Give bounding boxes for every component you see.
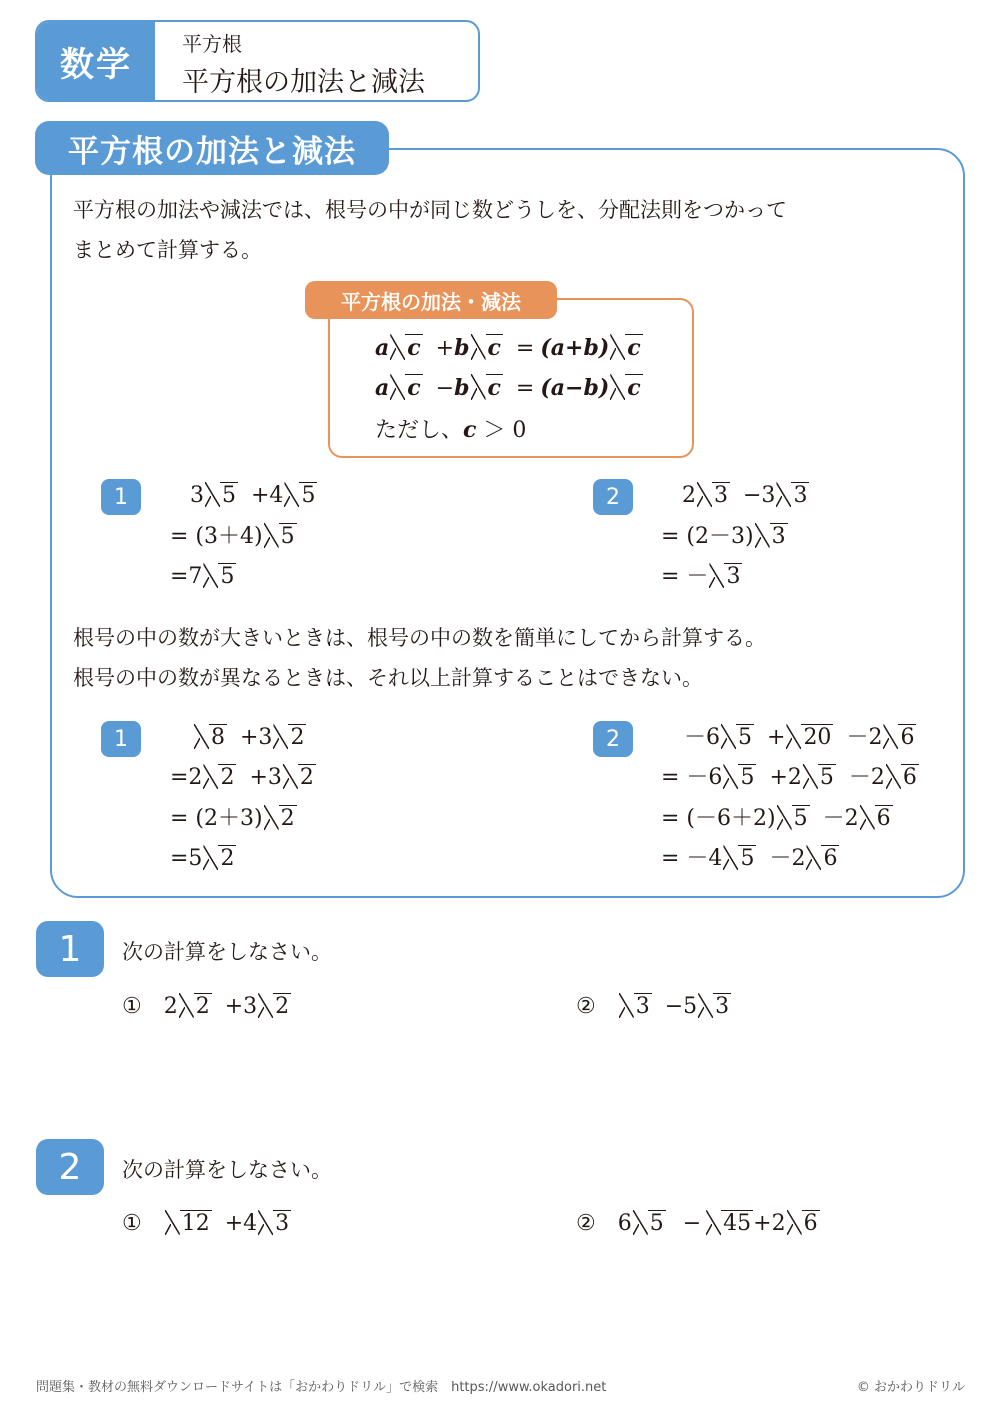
intro-line-2: まとめて計算する。 — [73, 238, 262, 262]
var-c: c — [487, 375, 501, 401]
var-b: b — [454, 375, 470, 401]
sqrt-symbol — [165, 1210, 212, 1235]
sqrt-symbol — [203, 845, 236, 870]
plus-sign: + — [435, 336, 455, 361]
sqrt-symbol — [776, 482, 809, 507]
radicand: 20 — [803, 725, 832, 750]
term: +3 — [240, 725, 273, 750]
formula-addition — [375, 328, 643, 368]
var-c: c — [627, 335, 641, 361]
problem-number-1: 1 — [36, 921, 104, 977]
radicand: 3 — [715, 994, 730, 1019]
problem-1-question: 次の計算をしなさい。 — [122, 940, 332, 964]
subject-label: 数学 — [37, 22, 155, 100]
sqrt-symbol — [610, 374, 642, 400]
sqrt-symbol — [886, 764, 919, 789]
sqrt-symbol — [390, 334, 422, 360]
example-1-line-3 — [170, 557, 236, 597]
footer-site-info: 問題集・教材の無料ダウンロードサイトは「おかわりドリル」で検索 https://www.okadori.net — [36, 1380, 607, 1395]
term: =7 — [170, 564, 203, 589]
sqrt-symbol — [390, 374, 422, 400]
radicand: 2 — [299, 765, 314, 790]
term: =5 — [170, 846, 203, 871]
coef: 3 — [190, 483, 204, 508]
example-badge-2: 2 — [593, 479, 633, 515]
sqrt-symbol — [786, 724, 833, 749]
example-1-line-2 — [170, 517, 297, 557]
term: −5 — [664, 994, 698, 1019]
sqrt-symbol — [258, 1210, 291, 1235]
problem-1-item-2 — [576, 987, 731, 1027]
term: －2 — [846, 725, 883, 750]
term: +3 — [249, 765, 282, 790]
sqrt-symbol — [723, 845, 756, 870]
radicand: 5 — [301, 483, 316, 508]
radicand: 3 — [793, 483, 808, 508]
sqrt-symbol — [721, 724, 754, 749]
term: －6 — [684, 725, 720, 750]
radicand: 2 — [195, 994, 210, 1019]
var-a: a — [375, 335, 390, 361]
sqrt-symbol — [698, 993, 731, 1018]
radicand: 6 — [876, 806, 891, 831]
example-2-line-3 — [661, 557, 742, 597]
radicand: 6 — [902, 765, 917, 790]
intro-line-1: 平方根の加法や減法では、根号の中が同じ数どうしを、分配法則をつかって — [73, 198, 787, 222]
example-2-line-2 — [661, 517, 788, 557]
sqrt-symbol — [273, 724, 306, 749]
var-c: c — [487, 335, 501, 361]
formula-condition — [375, 410, 526, 450]
sqrt-symbol — [706, 1210, 753, 1235]
var-c: c — [407, 335, 421, 361]
radicand: 8 — [211, 725, 225, 750]
item-mark: ② — [576, 994, 596, 1019]
condition-relation: ＞ 0 — [483, 418, 527, 443]
term: +2 — [769, 765, 802, 790]
radicand: 6 — [900, 725, 915, 750]
sqrt-symbol — [194, 724, 227, 749]
diff-group: (a−b) — [540, 375, 610, 401]
example-4-line-4 — [661, 839, 839, 879]
radicand: 3 — [771, 524, 786, 549]
var-c: c — [463, 417, 477, 443]
equals-sign: = — [515, 336, 535, 361]
radicand: 3 — [635, 994, 650, 1019]
term: －2 — [769, 846, 806, 871]
sqrt-symbol — [258, 993, 291, 1018]
radicand: 5 — [649, 1211, 664, 1236]
var-b: b — [454, 335, 470, 361]
example-badge-3: 1 — [101, 721, 141, 757]
radicand: 5 — [222, 483, 236, 508]
sqrt-symbol — [203, 563, 236, 588]
rule-line-1: 根号の中の数が大きいときは、根号の中の数を簡単にしてから計算する。 — [73, 626, 766, 650]
example-1-line-1 — [190, 476, 317, 516]
radicand: 5 — [740, 846, 755, 871]
coef: 2 — [682, 483, 696, 508]
equals-sign: = — [515, 376, 535, 401]
sqrt-symbol — [610, 334, 642, 360]
sqrt-symbol — [264, 805, 297, 830]
radicand: 2 — [280, 806, 295, 831]
sqrt-symbol — [619, 993, 652, 1018]
radicand: 6 — [803, 1211, 818, 1236]
radicand: 2 — [275, 994, 290, 1019]
radicand: 2 — [220, 765, 235, 790]
problem-1-item-1 — [122, 987, 291, 1027]
sqrt-symbol — [860, 805, 893, 830]
item-mark: ② — [576, 1211, 596, 1236]
page-title: 平方根の加法と減法 — [182, 67, 425, 98]
problem-number-2: 2 — [36, 1139, 104, 1195]
sum-group: (a+b) — [540, 335, 610, 361]
var-c: c — [627, 375, 641, 401]
term: +2 — [753, 1211, 786, 1236]
sqrt-symbol — [205, 482, 238, 507]
example-4-line-2 — [661, 758, 919, 798]
radicand: 5 — [793, 806, 808, 831]
radicand: 12 — [181, 1211, 210, 1236]
sqrt-symbol — [806, 845, 839, 870]
radicand: 45 — [723, 1211, 752, 1236]
sqrt-symbol — [179, 993, 212, 1018]
term: = －6 — [661, 765, 723, 790]
problem-2-item-1 — [122, 1204, 291, 1244]
coef: 2 — [163, 994, 178, 1019]
sqrt-symbol — [633, 1210, 666, 1235]
formula-title: 平方根の加法・減法 — [305, 281, 557, 319]
term: = (2－3) — [661, 524, 754, 549]
term: = (2＋3) — [170, 806, 263, 831]
example-4-line-1 — [684, 718, 916, 758]
sqrt-symbol — [284, 482, 317, 507]
example-3-line-4 — [170, 839, 236, 879]
rule-line-2: 根号の中の数が異なるときは、それ以上計算することはできない。 — [73, 666, 703, 690]
section-title: 平方根の加法と減法 — [35, 121, 389, 175]
term: +4 — [251, 483, 284, 508]
sqrt-symbol — [777, 805, 810, 830]
radicand: 2 — [290, 725, 305, 750]
term: =2 — [170, 765, 203, 790]
term: + — [767, 725, 786, 750]
coef: 6 — [617, 1211, 632, 1236]
category-label: 平方根 — [182, 32, 242, 56]
term: = (3＋4) — [170, 524, 263, 549]
radicand: 5 — [280, 524, 295, 549]
radicand: 2 — [220, 846, 235, 871]
term: = － — [661, 564, 709, 589]
sqrt-symbol — [264, 523, 297, 548]
term: −3 — [743, 483, 776, 508]
term: +3 — [224, 994, 258, 1019]
radicand: 3 — [714, 483, 728, 508]
problem-2-item-2 — [576, 1204, 820, 1244]
radicand: 5 — [740, 765, 755, 790]
sqrt-symbol — [697, 482, 730, 507]
term: = －4 — [661, 846, 723, 871]
radicand: 5 — [738, 725, 752, 750]
example-2-line-1 — [682, 476, 809, 516]
sqrt-symbol — [723, 764, 756, 789]
sqrt-symbol — [755, 523, 788, 548]
example-badge-1: 1 — [101, 479, 141, 515]
sqrt-symbol — [471, 334, 503, 360]
example-badge-4: 2 — [593, 721, 633, 757]
var-a: a — [375, 375, 390, 401]
example-3-line-3 — [170, 799, 297, 839]
problem-2-question: 次の計算をしなさい。 — [122, 1158, 332, 1182]
term: = (－6＋2) — [661, 806, 776, 831]
var-c: c — [407, 375, 421, 401]
example-3-line-2 — [170, 758, 316, 798]
radicand: 3 — [275, 1211, 290, 1236]
example-4-line-3 — [661, 799, 893, 839]
term: − — [682, 1211, 702, 1236]
footer-copyright: © おかわりドリル — [856, 1380, 965, 1395]
sqrt-symbol — [283, 764, 316, 789]
header-box — [35, 20, 480, 102]
radicand: 5 — [819, 765, 834, 790]
sqrt-symbol — [803, 764, 836, 789]
minus-sign: − — [435, 376, 455, 401]
sqrt-symbol — [883, 724, 916, 749]
formula-subtraction — [375, 368, 643, 408]
radicand: 6 — [823, 846, 838, 871]
condition-text: ただし、 — [375, 418, 464, 443]
term: －2 — [822, 806, 859, 831]
example-3-line-1 — [193, 718, 306, 758]
item-mark: ① — [122, 1211, 142, 1236]
term: +4 — [224, 1211, 258, 1236]
item-mark: ① — [122, 994, 142, 1019]
radicand: 5 — [220, 564, 235, 589]
sqrt-symbol — [471, 374, 503, 400]
term: －2 — [848, 765, 885, 790]
radicand: 3 — [726, 564, 741, 589]
sqrt-symbol — [203, 764, 236, 789]
sqrt-symbol — [787, 1210, 820, 1235]
sqrt-symbol — [709, 563, 742, 588]
